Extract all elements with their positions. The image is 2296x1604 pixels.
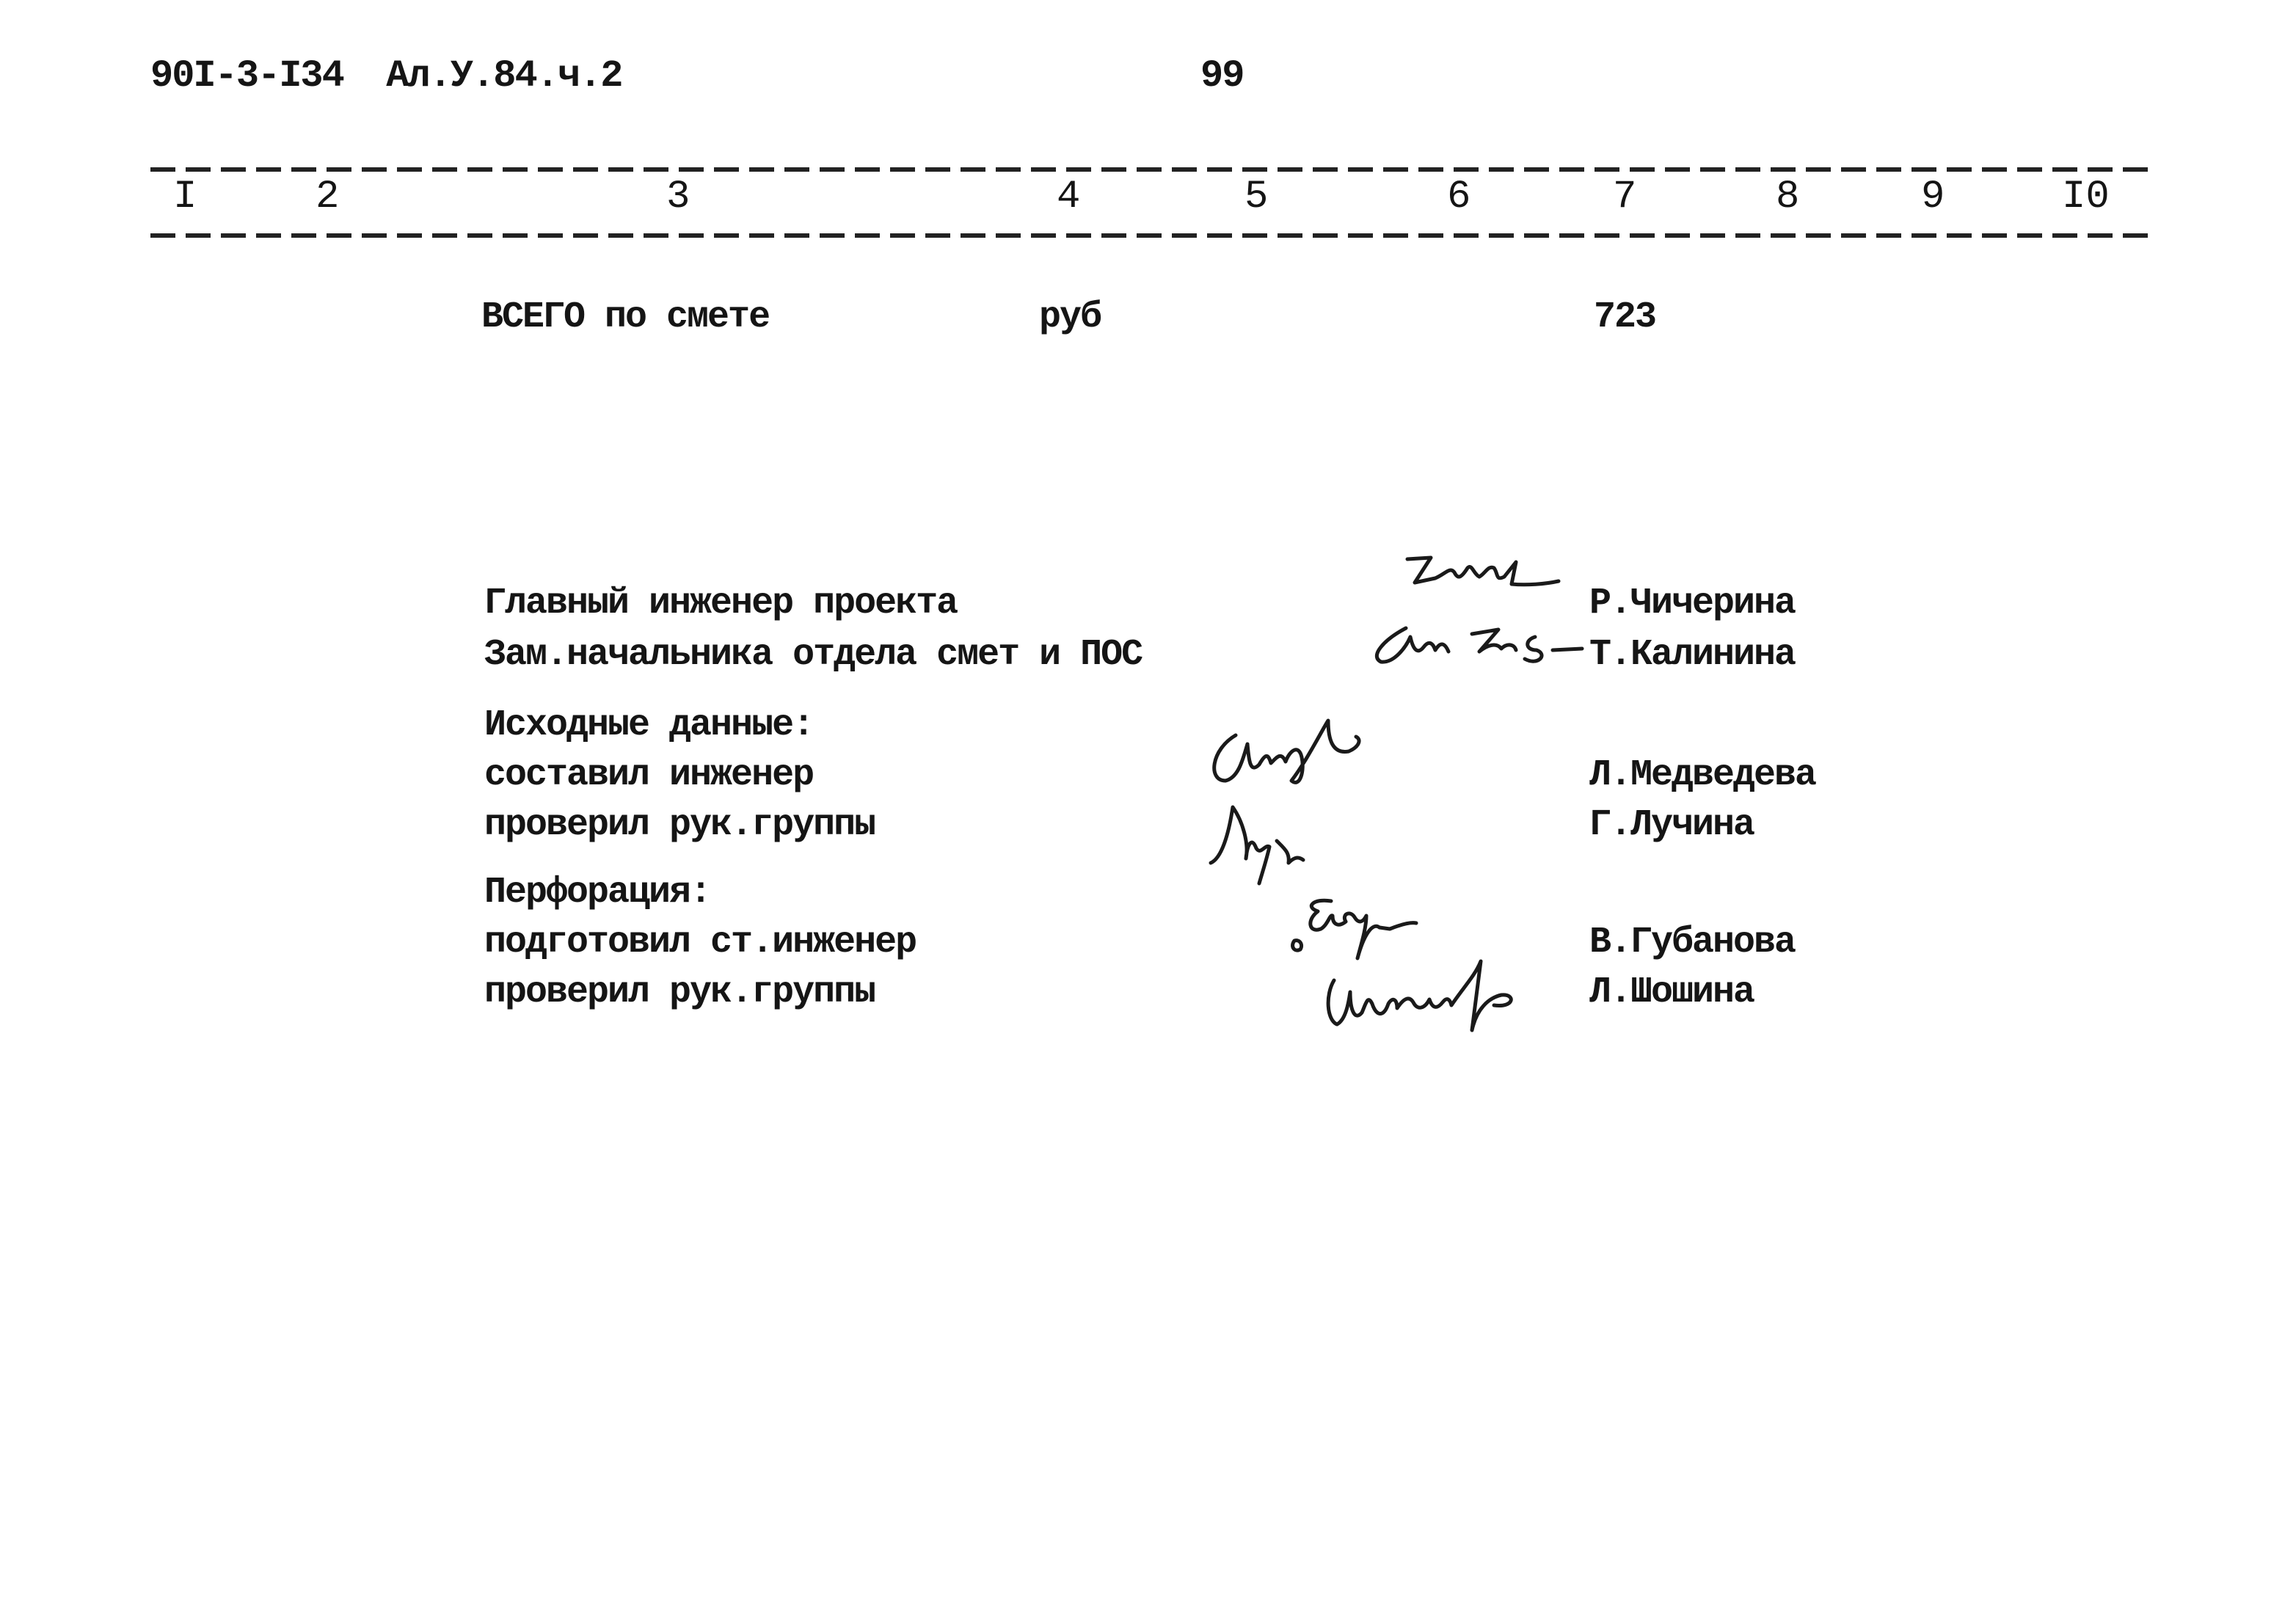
checked-by-role: проверил рук.группы (484, 804, 875, 846)
column-number-7: 7 (1613, 175, 1637, 219)
page-number: 99 (1200, 54, 1244, 98)
column-number-1: I (173, 175, 197, 219)
deputy-head-role: Зам.начальника отдела смет и ПОС (484, 634, 1142, 676)
column-number-10: I0 (2062, 175, 2110, 219)
prepared-by-name: В.Губанова (1589, 922, 1796, 963)
signature-shoshina (1318, 951, 1538, 1039)
column-number-5: 5 (1244, 175, 1269, 219)
signature-kalinina (1362, 618, 1597, 677)
perforation-heading: Перфорация: (484, 872, 711, 914)
document-code: 90I-3-I34 Ал.У.84.ч.2 (150, 54, 622, 98)
bottom-dashed-rule (150, 233, 2154, 238)
chief-engineer-name: Р.Чичерина (1589, 583, 1796, 624)
deputy-head-name: Т.Калинина (1589, 634, 1796, 676)
column-number-3: 3 (666, 175, 690, 219)
checked-by-name: Г.Лучина (1589, 804, 1754, 846)
column-number-6: 6 (1447, 175, 1471, 219)
column-number-9: 9 (1921, 175, 1945, 219)
top-dashed-rule (150, 167, 2154, 172)
total-label: ВСЕГО по смете (481, 296, 770, 338)
signature-medvedeva (1203, 718, 1394, 791)
total-unit: руб (1039, 296, 1101, 338)
chief-engineer-role: Главный инженер проекта (484, 583, 958, 624)
total-amount: 723 (1594, 296, 1656, 338)
column-number-4: 4 (1057, 175, 1081, 219)
column-number-8: 8 (1776, 175, 1800, 219)
column-number-2: 2 (316, 175, 340, 219)
signature-chicherina (1402, 552, 1563, 603)
source-data-heading: Исходные данные: (484, 704, 814, 746)
compiled-by-name: Л.Медведева (1589, 754, 1816, 796)
perforation-checked-name: Л.Шошина (1589, 971, 1754, 1013)
signature-luchina (1203, 792, 1350, 888)
compiled-by-role: составил инженер (484, 754, 814, 796)
perforation-checked-role: проверил рук.группы (484, 971, 875, 1013)
prepared-by-role: подготовил ст.инженер (484, 922, 916, 963)
